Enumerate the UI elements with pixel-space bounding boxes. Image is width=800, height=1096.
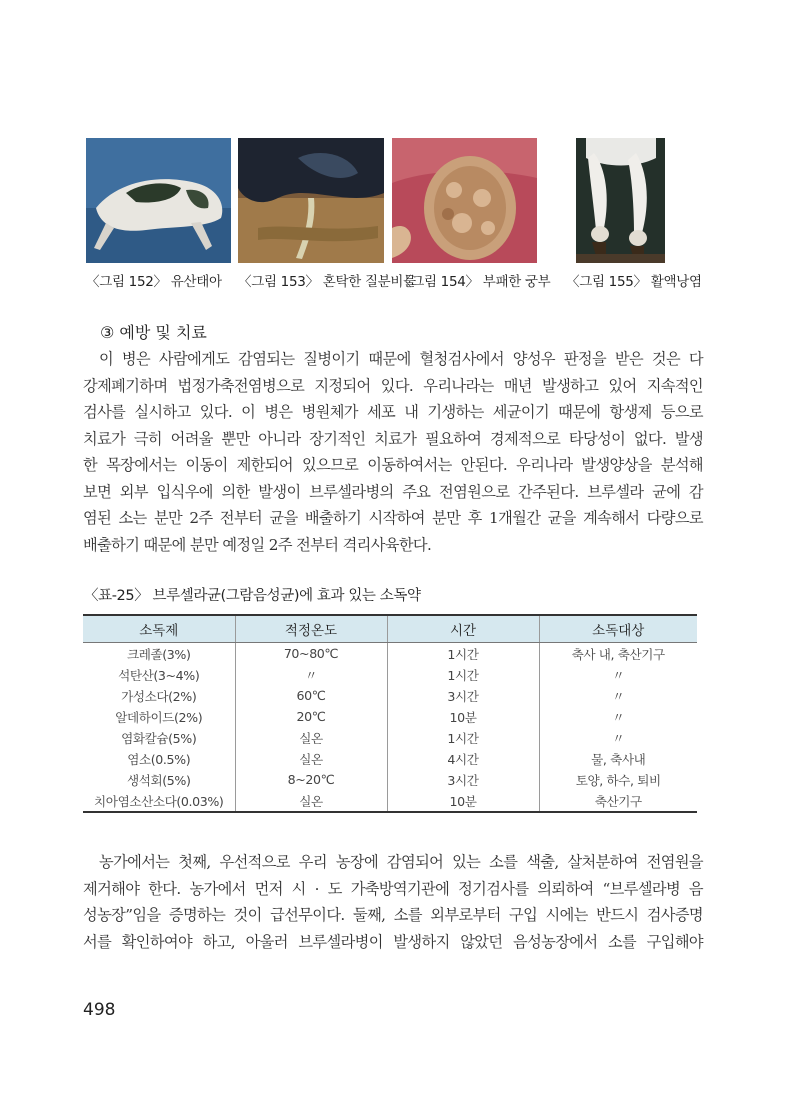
table-cell: 3시간	[387, 769, 539, 790]
table-cell: 1시간	[387, 664, 539, 685]
table-cell: 〃	[539, 706, 697, 727]
figure-154-caption: 〈그림 154〉 부패한 궁부	[398, 274, 551, 290]
paragraph-line: 성농장”임을 증명하는 것이 급선무이다. 둘째, 소를 외부로부터 구입 시에는 반드시 검사증명	[83, 906, 703, 924]
table-cell: 축산기구	[539, 790, 697, 812]
table-row	[83, 748, 697, 769]
figure-152-photo	[86, 138, 231, 263]
table-row	[83, 790, 697, 812]
table-cell: 60℃	[235, 685, 387, 706]
table-cell: 1시간	[387, 727, 539, 748]
table-cell: 3시간	[387, 685, 539, 706]
table-cell: 염화칼슘(5%)	[121, 731, 197, 746]
figure-153-photo	[238, 138, 384, 263]
table-cell: 알데하이드(2%)	[115, 710, 203, 725]
table-cell: 4시간	[387, 748, 539, 769]
paragraph-line: 염된 소는 분만 2주 전부터 균을 배출하기 시작하여 분만 후 1개월간 균을 계속해서 다량으로	[83, 509, 703, 527]
table-cell: 축사 내, 축산기구	[539, 643, 697, 665]
table-cell: 실온	[235, 748, 387, 769]
table-cell: 〃	[539, 727, 697, 748]
column-header: 적정온도	[235, 615, 387, 643]
paragraph-line: 이 병은 사람에게도 감염되는 질병이기 때문에 혈청검사에서 양성우 판정을 받은 것은 다	[99, 350, 703, 368]
table-cell: 70~80℃	[235, 643, 387, 665]
paragraph-line: 농가에서는 첫째, 우선적으로 우리 농장에 감염되어 있는 소를 색출, 살처분하여 전염원을	[99, 853, 703, 871]
table-row	[83, 664, 697, 685]
table-row	[83, 685, 697, 706]
table-cell: 8~20℃	[235, 769, 387, 790]
table-cell: 크레졸(3%)	[126, 647, 191, 662]
paragraph-line: 서를 확인하여야 하고, 아울러 브루셀라병이 발생하지 않았던 음성농장에서 소를 구입해야	[83, 932, 703, 951]
table-cell: 10분	[387, 706, 539, 727]
table-cell: 실온	[235, 727, 387, 748]
table-cell: 1시간	[387, 643, 539, 665]
figure-155-caption: 〈그림 155〉 활액낭염	[566, 274, 702, 290]
table-cell: 치아염소산소다(0.03%)	[83, 790, 235, 812]
table-title: 〈표-25〉 브루셀라균(그람음성균)에 효과 있는 소독약	[84, 588, 421, 604]
table-cell: 〃	[539, 664, 697, 685]
paragraph-line: 한 목장에서는 이동이 제한되어 있으므로 이동하여서는 안된다. 우리나라 발생양상을 분석해	[83, 456, 703, 474]
table-cell: 생석회(5%)	[126, 773, 191, 788]
paragraph-line: 배출하기 때문에 분만 예정일 2주 전부터 격리사육한다.	[83, 535, 432, 554]
paragraph-line: 치료가 극히 어려울 뿐만 아니라 장기적인 치료가 필요하여 경제적으로 타당성이 없다. 발생	[83, 429, 703, 448]
figure-152-caption: 〈그림 152〉 유산태아	[86, 274, 222, 290]
figure-155-photo	[576, 138, 665, 263]
figure-153-caption: 〈그림 153〉 혼탁한 질분비물	[238, 274, 416, 290]
table-cell: 실온	[235, 790, 387, 812]
table-cell: 〃	[235, 664, 387, 685]
paragraph-prevention	[83, 346, 703, 558]
paragraph-line: 검사를 실시하고 있다. 이 병은 병원체가 세포 내 기생하는 세균이기 때문에 항생제 등으로	[83, 403, 703, 421]
page-number: 498	[83, 1000, 116, 1020]
table-row	[83, 643, 697, 665]
column-header: 소독대상	[539, 615, 697, 643]
disinfectant-table	[83, 614, 697, 813]
paragraph-line: 제거해야 한다. 농가에서 먼저 시 · 도 가축방역기관에 정기검사를 의뢰하여 “브루셀라병 음	[83, 879, 703, 898]
table-cell: 염소(0.5%)	[127, 752, 191, 767]
section-heading: ③ 예방 및 치료	[100, 323, 207, 342]
table-row	[83, 769, 697, 790]
paragraph-line: 강제폐기하며 법정가축전염병으로 지정되어 있다. 우리나라는 매년 발생하고 있어 지속적인	[83, 376, 703, 395]
table-cell: 〃	[539, 685, 697, 706]
table-cell: 석탄산(3~4%)	[118, 668, 200, 683]
table-row	[83, 727, 697, 748]
paragraph-farm-measures	[83, 849, 703, 955]
table-cell: 20℃	[235, 706, 387, 727]
figure-154-photo	[392, 138, 537, 263]
table-cell: 토양, 하수, 퇴비	[539, 769, 697, 790]
table-cell: 가성소다(2%)	[121, 689, 197, 704]
column-header: 소독제	[83, 615, 235, 643]
table-header-row	[83, 615, 697, 643]
paragraph-line: 보면 외부 입식우에 의한 발생이 브루셀라병의 주요 전염원으로 간주된다. 브루셀라 균에 감	[83, 482, 703, 501]
table-cell: 10분	[387, 790, 539, 812]
table-cell: 물, 축사내	[539, 748, 697, 769]
column-header: 시간	[387, 615, 539, 643]
table-row	[83, 706, 697, 727]
